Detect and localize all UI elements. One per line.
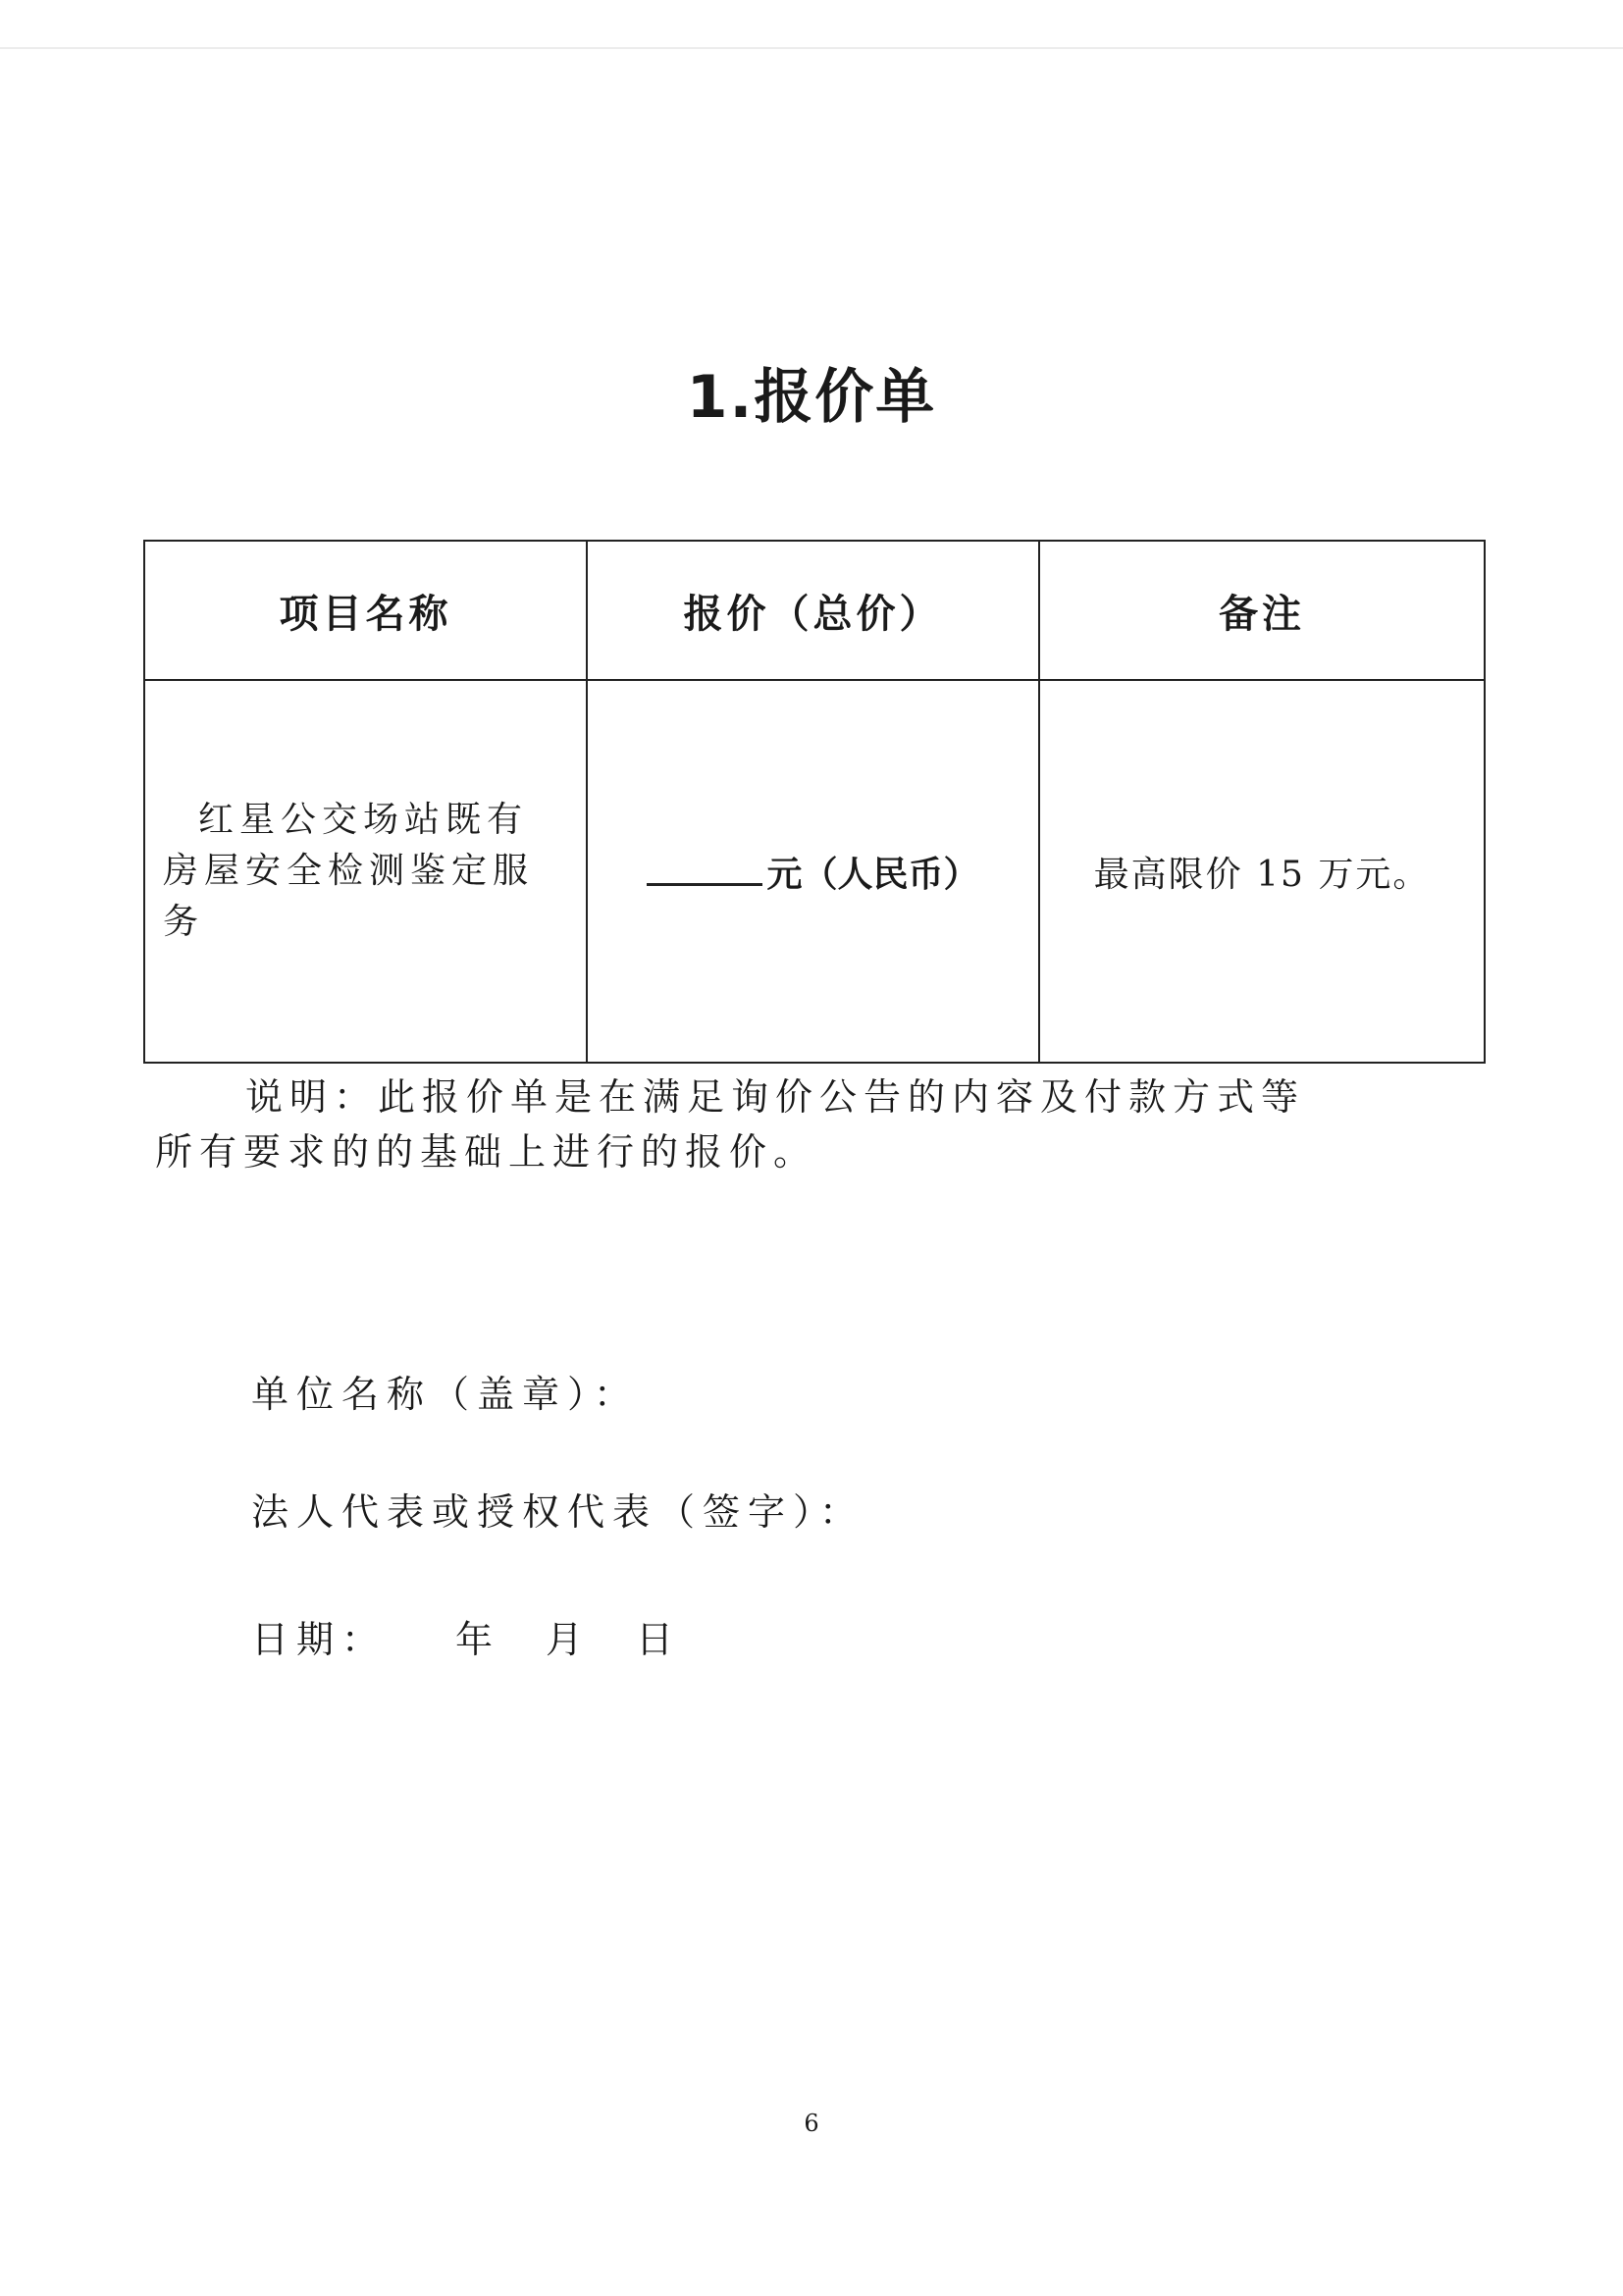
cell-project-name <box>144 680 587 1063</box>
scan-edge-line <box>0 47 1623 49</box>
date-day: 日 <box>636 1618 682 1661</box>
page-title: 1.报价单 <box>686 363 937 432</box>
date-label: 日期： <box>251 1618 388 1661</box>
quote-table <box>143 540 1486 1064</box>
date-month: 月 <box>546 1618 592 1661</box>
representative-signature-line: 法人代表或授权代表（签字）： <box>251 1490 865 1534</box>
note-line-2: 所有要求的的基础上进行的报价。 <box>155 1130 818 1174</box>
note-paragraph <box>155 1070 1403 1179</box>
table-header-row <box>144 541 1485 680</box>
header-remark: 备注 <box>1039 541 1485 680</box>
note-line-1: 说明：此报价单是在满足询价公告的内容及付款方式等 <box>245 1075 1306 1119</box>
date-year: 年 <box>455 1618 501 1661</box>
cell-remark: 最高限价 15 万元。 <box>1039 680 1485 1063</box>
project-name-text: 红星公交场站既有房屋安全检测鉴定服务 <box>163 800 535 942</box>
table-row <box>144 680 1485 1063</box>
header-price: 报价（总价） <box>587 541 1039 680</box>
date-line <box>251 1609 681 1663</box>
cell-price <box>587 680 1039 1063</box>
price-blank-line[interactable] <box>647 848 762 886</box>
header-project-name: 项目名称 <box>144 541 587 680</box>
unit-name-stamp-line: 单位名称（盖章）： <box>251 1373 640 1416</box>
price-suffix: 元（人民币） <box>766 854 979 895</box>
page-number: 6 <box>804 2110 819 2137</box>
